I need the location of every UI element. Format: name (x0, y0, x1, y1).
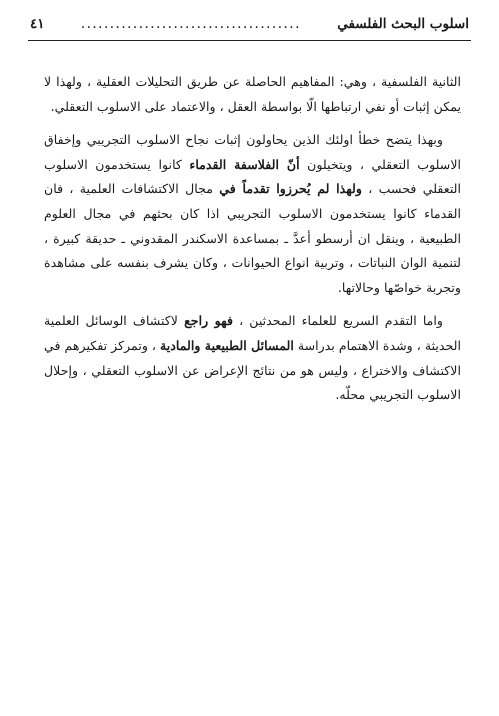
running-head (30, 16, 469, 38)
paragraph-3-bold-phrase: فهو راجع (184, 313, 233, 329)
page-number: ٤١ (30, 16, 45, 32)
paragraph-3-text: ، وتمركز تفكيرهم في الاكتشاف والاختراع ، وليس هو من نتائج الإعراض عن الاسلوب التعقلي ، وإحلال الاسلوب التجريبي محلّه. (44, 337, 461, 403)
paragraph-3-text: واما التقدم السريع للعلماء المحدثين ، (232, 313, 443, 329)
paragraph-3 (44, 309, 461, 407)
paragraph-2-bold-phrase: ولهذا لم يُحرزوا تقدماً في (219, 181, 362, 197)
paragraph-1-text: الثانية الفلسفية ، وهي: المفاهيم الحاصلة عن طريق التحليلات العقلية ، ولهذا لا يمكن إثبات أو نفي ارتباطها الّا بواسطة العقل ، والاعتماد على الاسلوب التعقلي. (44, 74, 461, 114)
paragraph-3-bold-phrase: المسائل الطبيعية والمادية (160, 337, 294, 353)
paragraph-1 (44, 70, 461, 119)
paragraph-2-text: مجال الاكتشافات العلمية ، فان القدماء كانوا يستخدمون الاسلوب التجريبي اذا كان بحثهم في مجال العلوم الطبيعية ، وينقل ان أرسطو أعدَّ ـ بمساعدة الاسكندر المقدوني ـ حديقة كبيرة ، لتنمية الوان النباتات ، وتربية انواع الحيوانات ، وكان يشرف بنفسه على مشاهدة وتجربة خواصّها وحالاتها. (44, 181, 461, 295)
paragraph-3-text: لاكتشاف الوسائل العلمية الحديثة ، وشدة الاهتمام بدراسة (44, 313, 461, 353)
paragraph-2 (44, 128, 461, 300)
running-head-title: اسلوب البحث الفلسفي (337, 16, 469, 32)
header-rule (28, 40, 471, 41)
paragraph-2-text: كانوا يستخدمون الاسلوب التعقلي فحسب ، (44, 156, 461, 197)
body-text (44, 70, 461, 417)
paragraph-2-bold-phrase: أنّ الفلاسفة القدماء (189, 156, 300, 172)
running-head-dot-leader: ...................................... (80, 16, 301, 32)
paragraph-2-text: وبهذا يتضح خطأ اولئك الذين يحاولون إثبات نجاح الاسلوب التجريبي وإخفاق الاسلوب التعقلي ، ويتخيلون (44, 132, 461, 172)
